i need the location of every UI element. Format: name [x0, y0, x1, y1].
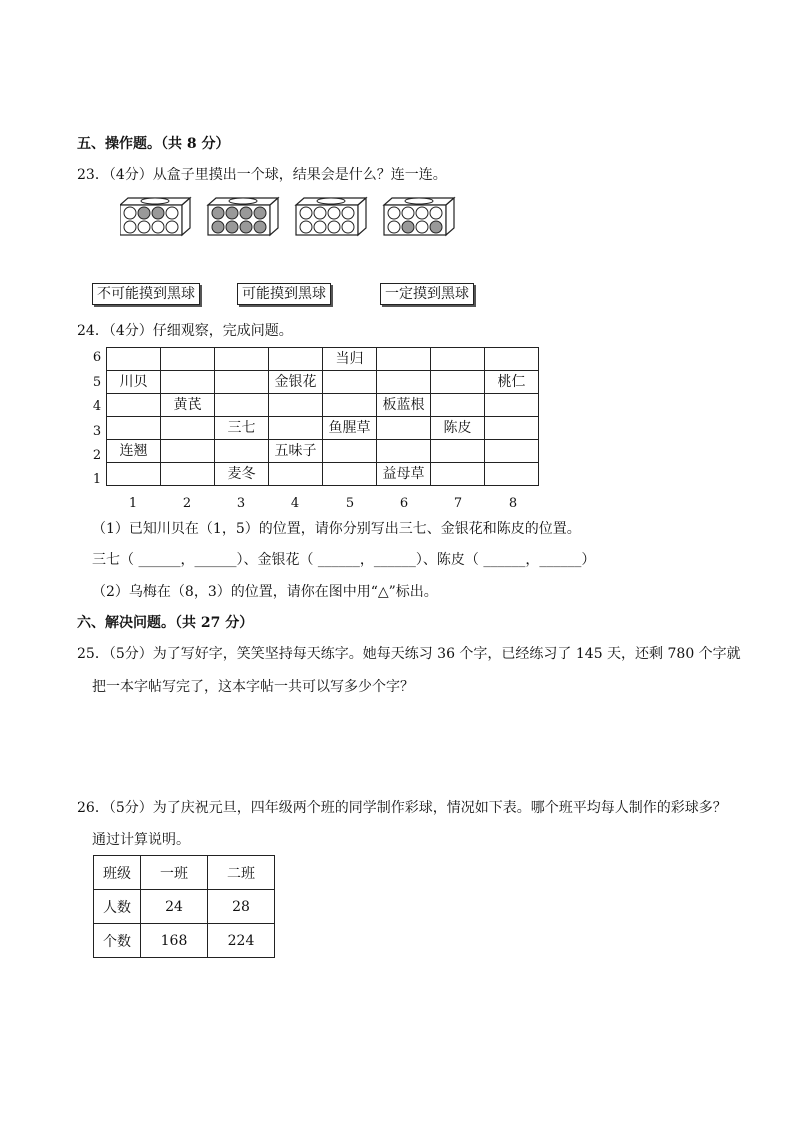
- section6-title: 六、解决问题。（共 27 分）: [77, 615, 254, 631]
- col-label: 2: [182, 496, 192, 511]
- grid-cell[interactable]: 三七: [215, 417, 269, 440]
- grid-cell[interactable]: [215, 371, 269, 394]
- grid-cell[interactable]: [323, 440, 377, 463]
- black-ball: [226, 221, 238, 233]
- row-label: 4: [92, 399, 102, 414]
- grid-cell[interactable]: [269, 394, 323, 417]
- table-cell: 224: [208, 924, 275, 958]
- white-ball: [166, 221, 178, 233]
- grid-row: [107, 394, 539, 417]
- table-cell: 168: [141, 924, 208, 958]
- ball-box: [208, 198, 278, 235]
- table-row: [94, 924, 275, 958]
- row-label: 3: [92, 424, 102, 439]
- black-ball: [212, 221, 224, 233]
- label-certain[interactable]: 一定摸到黑球: [380, 283, 474, 305]
- grid-cell[interactable]: 五味子: [269, 440, 323, 463]
- grid-cell[interactable]: [215, 394, 269, 417]
- row-label: 1: [92, 472, 102, 487]
- grid-cell[interactable]: 川贝: [107, 371, 161, 394]
- white-ball: [166, 207, 178, 219]
- black-ball: [226, 207, 238, 219]
- grid-cell[interactable]: [323, 371, 377, 394]
- ball-box: [296, 198, 366, 235]
- table-cell: 二班: [208, 856, 275, 890]
- white-ball: [314, 221, 326, 233]
- black-ball: [430, 221, 442, 233]
- white-ball: [328, 207, 340, 219]
- grid-row: [107, 417, 539, 440]
- col-label: 3: [236, 496, 246, 511]
- black-ball: [254, 221, 266, 233]
- grid-cell[interactable]: [431, 394, 485, 417]
- grid-cell[interactable]: 黄芪: [161, 394, 215, 417]
- grid-cell[interactable]: [107, 417, 161, 440]
- grid-cell[interactable]: [269, 463, 323, 486]
- row-label: 6: [92, 350, 102, 365]
- grid-cell[interactable]: [431, 348, 485, 371]
- white-ball: [328, 221, 340, 233]
- grid-cell[interactable]: [485, 440, 539, 463]
- black-ball: [402, 221, 414, 233]
- grid-cell[interactable]: 当归: [323, 348, 377, 371]
- label-impossible[interactable]: 不可能摸到黑球: [92, 283, 200, 305]
- table-cell: 24: [141, 890, 208, 924]
- grid-cell[interactable]: [215, 440, 269, 463]
- white-ball: [300, 207, 312, 219]
- grid-cell[interactable]: 益母草: [377, 463, 431, 486]
- q24-text: 24．（4分）仔细观察，完成问题。: [77, 323, 293, 339]
- grid-cell[interactable]: 桃仁: [485, 371, 539, 394]
- col-label: 1: [128, 496, 138, 511]
- q24-sub1: （1）已知川贝在（1，5）的位置，请你分别写出三七、金银花和陈皮的位置。: [92, 521, 581, 537]
- table-cell: 班级: [94, 856, 141, 890]
- grid-cell[interactable]: 鱼腥草: [323, 417, 377, 440]
- grid-cell[interactable]: [431, 463, 485, 486]
- grid-cell[interactable]: [485, 348, 539, 371]
- grid-cell[interactable]: 连翘: [107, 440, 161, 463]
- grid-cell[interactable]: [377, 440, 431, 463]
- q26-line1: 26．（5分）为了庆祝元旦，四年级两个班的同学制作彩球，情况如下表。哪个班平均每人制作的彩球多？: [77, 800, 727, 816]
- herb-grid: [106, 347, 539, 486]
- grid-row: [107, 463, 539, 486]
- class-data-table: [93, 855, 275, 958]
- white-ball: [430, 207, 442, 219]
- black-ball: [240, 207, 252, 219]
- grid-cell[interactable]: [377, 417, 431, 440]
- table-cell: 人数: [94, 890, 141, 924]
- grid-cell[interactable]: [323, 394, 377, 417]
- white-ball: [388, 221, 400, 233]
- grid-cell[interactable]: [485, 463, 539, 486]
- white-ball: [124, 221, 136, 233]
- white-ball: [402, 207, 414, 219]
- section5-title: 五、操作题。（共 8 分）: [77, 136, 230, 152]
- grid-cell[interactable]: [107, 348, 161, 371]
- grid-cell[interactable]: [377, 348, 431, 371]
- grid-cell[interactable]: 陈皮: [431, 417, 485, 440]
- ball-boxes-figure: [120, 190, 500, 250]
- white-ball: [416, 207, 428, 219]
- grid-cell[interactable]: [161, 371, 215, 394]
- table-row: [94, 856, 275, 890]
- grid-cell[interactable]: [377, 371, 431, 394]
- table-cell: 28: [208, 890, 275, 924]
- grid-cell[interactable]: [431, 371, 485, 394]
- grid-row: [107, 371, 539, 394]
- col-label: 4: [290, 496, 300, 511]
- grid-cell[interactable]: [161, 463, 215, 486]
- ball-box: [384, 198, 454, 235]
- black-ball: [240, 221, 252, 233]
- white-ball: [138, 221, 150, 233]
- q26-line2: 通过计算说明。: [92, 832, 190, 848]
- grid-cell[interactable]: [215, 348, 269, 371]
- white-ball: [416, 221, 428, 233]
- white-ball: [314, 207, 326, 219]
- grid-cell[interactable]: [107, 463, 161, 486]
- black-ball: [138, 207, 150, 219]
- grid-cell[interactable]: [269, 348, 323, 371]
- grid-cell[interactable]: [161, 440, 215, 463]
- grid-row: [107, 348, 539, 371]
- grid-cell[interactable]: 板蓝根: [377, 394, 431, 417]
- row-label: 5: [92, 375, 102, 390]
- white-ball: [300, 221, 312, 233]
- grid-cell[interactable]: [161, 348, 215, 371]
- black-ball: [152, 207, 164, 219]
- q23-text: 23．（4分）从盒子里摸出一个球，结果会是什么？连一连。: [77, 167, 447, 183]
- q24-answer-line[interactable]: 三七（ ______，______）、金银花（ ______，______）、陈皮（ ______，______）: [92, 552, 596, 568]
- q24-sub2: （2）乌梅在（8，3）的位置，请你在图中用“△”标出。: [92, 584, 438, 600]
- q25-line2: 把一本字帖写完了，这本字帖一共可以写多少个字？: [92, 679, 414, 695]
- row-label: 2: [92, 448, 102, 463]
- col-label: 8: [508, 496, 518, 511]
- table-cell: 一班: [141, 856, 208, 890]
- black-ball: [254, 207, 266, 219]
- grid-cell[interactable]: [485, 417, 539, 440]
- col-label: 7: [453, 496, 463, 511]
- table-cell: 个数: [94, 924, 141, 958]
- white-ball: [152, 221, 164, 233]
- grid-cell[interactable]: [323, 463, 377, 486]
- white-ball: [124, 207, 136, 219]
- grid-cell[interactable]: [107, 394, 161, 417]
- grid-cell[interactable]: 麦冬: [215, 463, 269, 486]
- white-ball: [388, 207, 400, 219]
- black-ball: [212, 207, 224, 219]
- white-ball: [342, 207, 354, 219]
- table-row: [94, 890, 275, 924]
- grid-cell[interactable]: [431, 440, 485, 463]
- grid-cell[interactable]: 金银花: [269, 371, 323, 394]
- label-possible[interactable]: 可能摸到黑球: [237, 283, 331, 305]
- grid-row: [107, 440, 539, 463]
- grid-cell[interactable]: [269, 417, 323, 440]
- col-label: 6: [399, 496, 409, 511]
- white-ball: [342, 221, 354, 233]
- ball-box: [120, 198, 190, 235]
- q25-line1: 25．（5分）为了写好字，笑笑坚持每天练字。她每天练习 36 个字，已经练习了 145 天，还剩 780 个字就: [77, 646, 741, 662]
- col-label: 5: [345, 496, 355, 511]
- grid-cell[interactable]: [485, 394, 539, 417]
- grid-cell[interactable]: [161, 417, 215, 440]
